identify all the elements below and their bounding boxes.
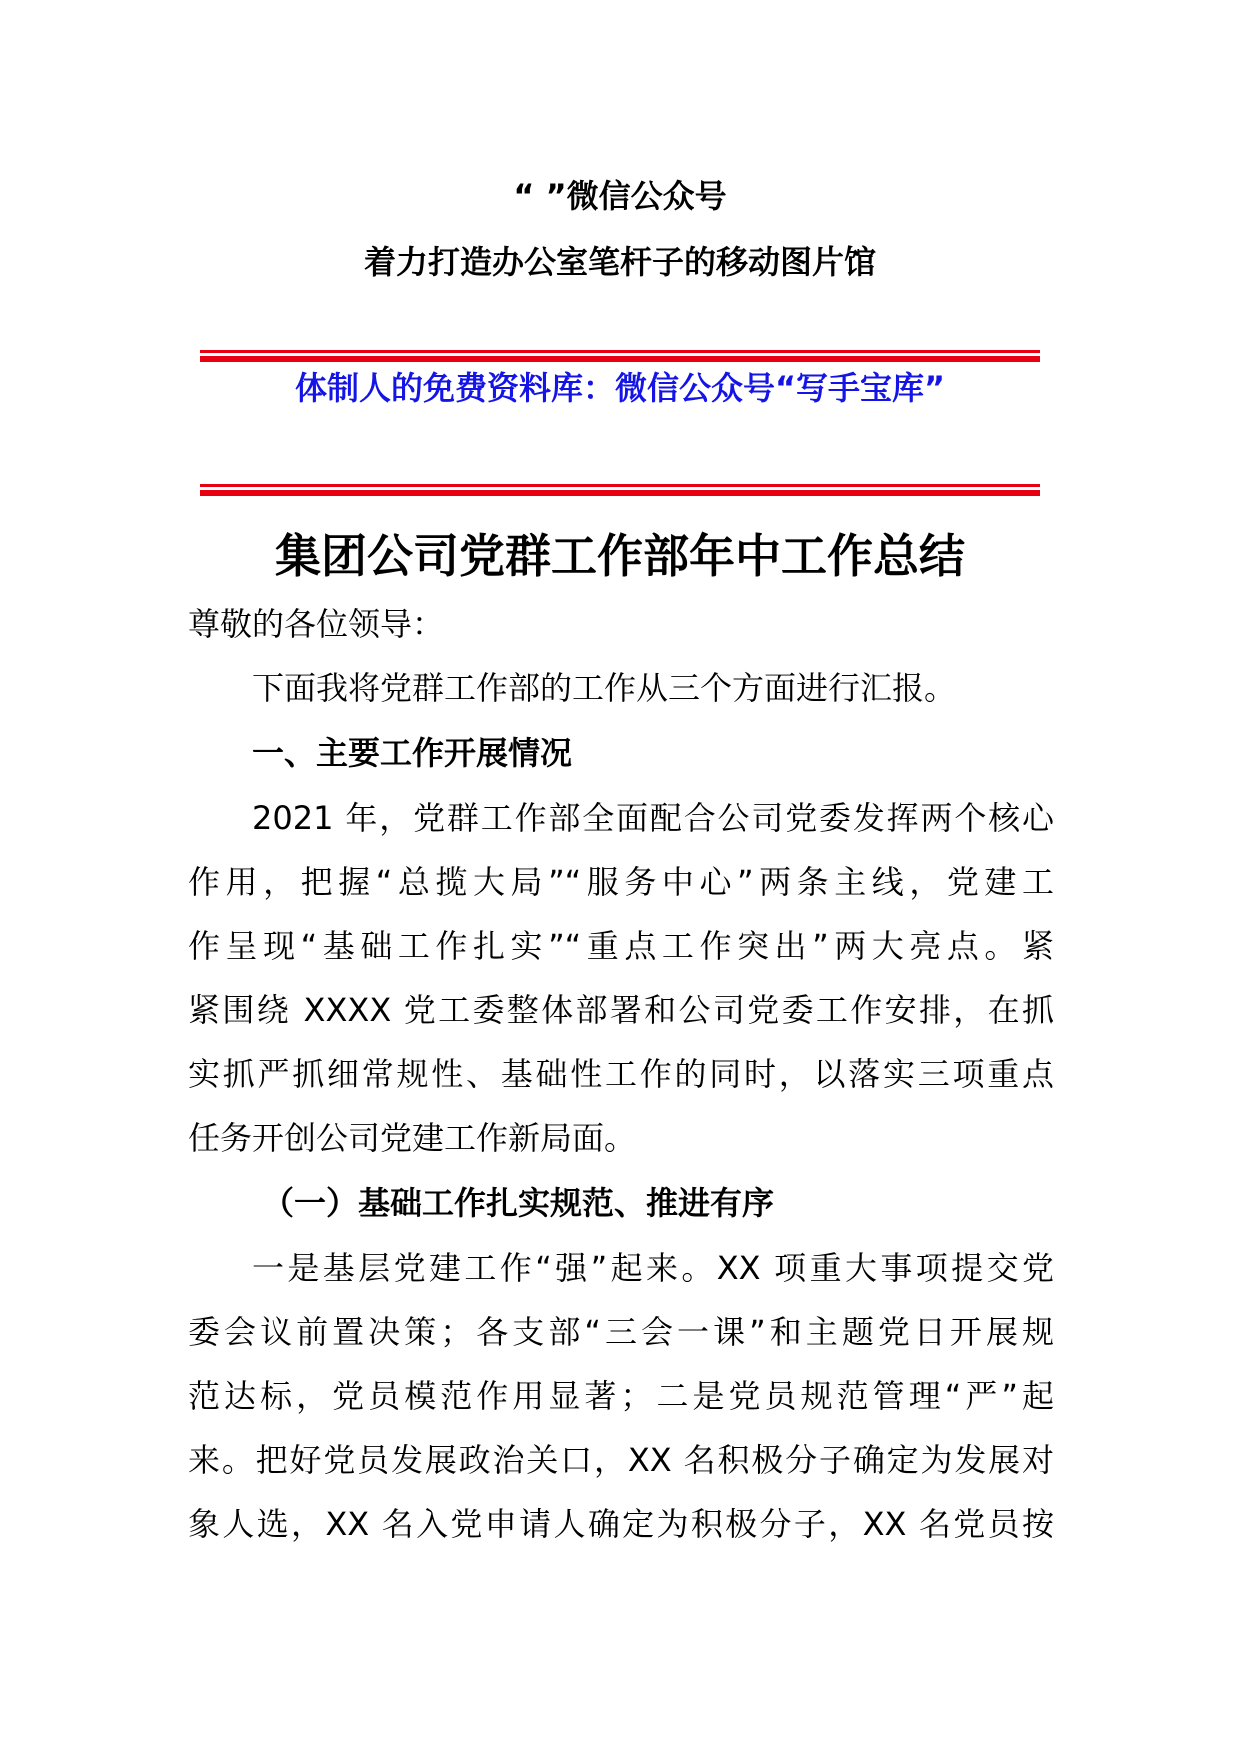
paragraph-line: 象人选，XX 名入党申请人确定为积极分子，XX 名党员按 [188,1505,1054,1543]
paragraph-line: 来。把好党员发展政治关口，XX 名积极分子确定为发展对 [188,1441,1054,1479]
intro-paragraph: 下面我将党群工作部的工作从三个方面进行汇报。 [252,669,957,707]
section-heading: 一、主要工作开展情况 [252,734,573,772]
paragraph-line: 一是基层党建工作“强”起来。XX 项重大事项提交党 [252,1249,1054,1287]
paragraph-line: 实抓严抓细常规性、基础性工作的同时，以落实三项重点 [188,1055,1054,1093]
document-title: 集团公司党群工作部年中工作总结 [275,529,965,583]
subsection-heading: （一）基础工作扎实规范、推进有序 [262,1184,775,1222]
paragraph-line: 2021 年，党群工作部全面配合公司党委发挥两个核心 [252,799,1054,837]
paragraph-line: 作用，把握“总揽大局”“服务中心”两条主线，党建工 [188,863,1054,901]
promo-banner: 体制人的免费资料库：微信公众号“写手宝库” [294,369,946,407]
red-rule-top-thick [200,356,1040,362]
slogan-heading: 着力打造办公室笔杆子的移动图片馆 [363,243,876,281]
paragraph-line: 紧围绕 XXXX 党工委整体部署和公司党委工作安排，在抓 [188,991,1054,1029]
paragraph-line: 作呈现“基础工作扎实”“重点工作突出”两大亮点。紧 [188,927,1054,965]
red-rule-top-thin [200,350,1040,353]
salutation: 尊敬的各位领导： [188,605,445,643]
red-rule-bottom-thick [200,490,1040,496]
paragraph-line: 任务开创公司党建工作新局面。 [188,1119,637,1157]
wechat-account-heading: “ ”微信公众号 [513,177,727,215]
paragraph-line: 委会议前置决策；各支部“三会一课”和主题党日开展规 [188,1313,1054,1351]
paragraph-line: 范达标，党员模范作用显著；二是党员规范管理“严”起 [188,1377,1054,1415]
red-rule-bottom-thin [200,484,1040,487]
